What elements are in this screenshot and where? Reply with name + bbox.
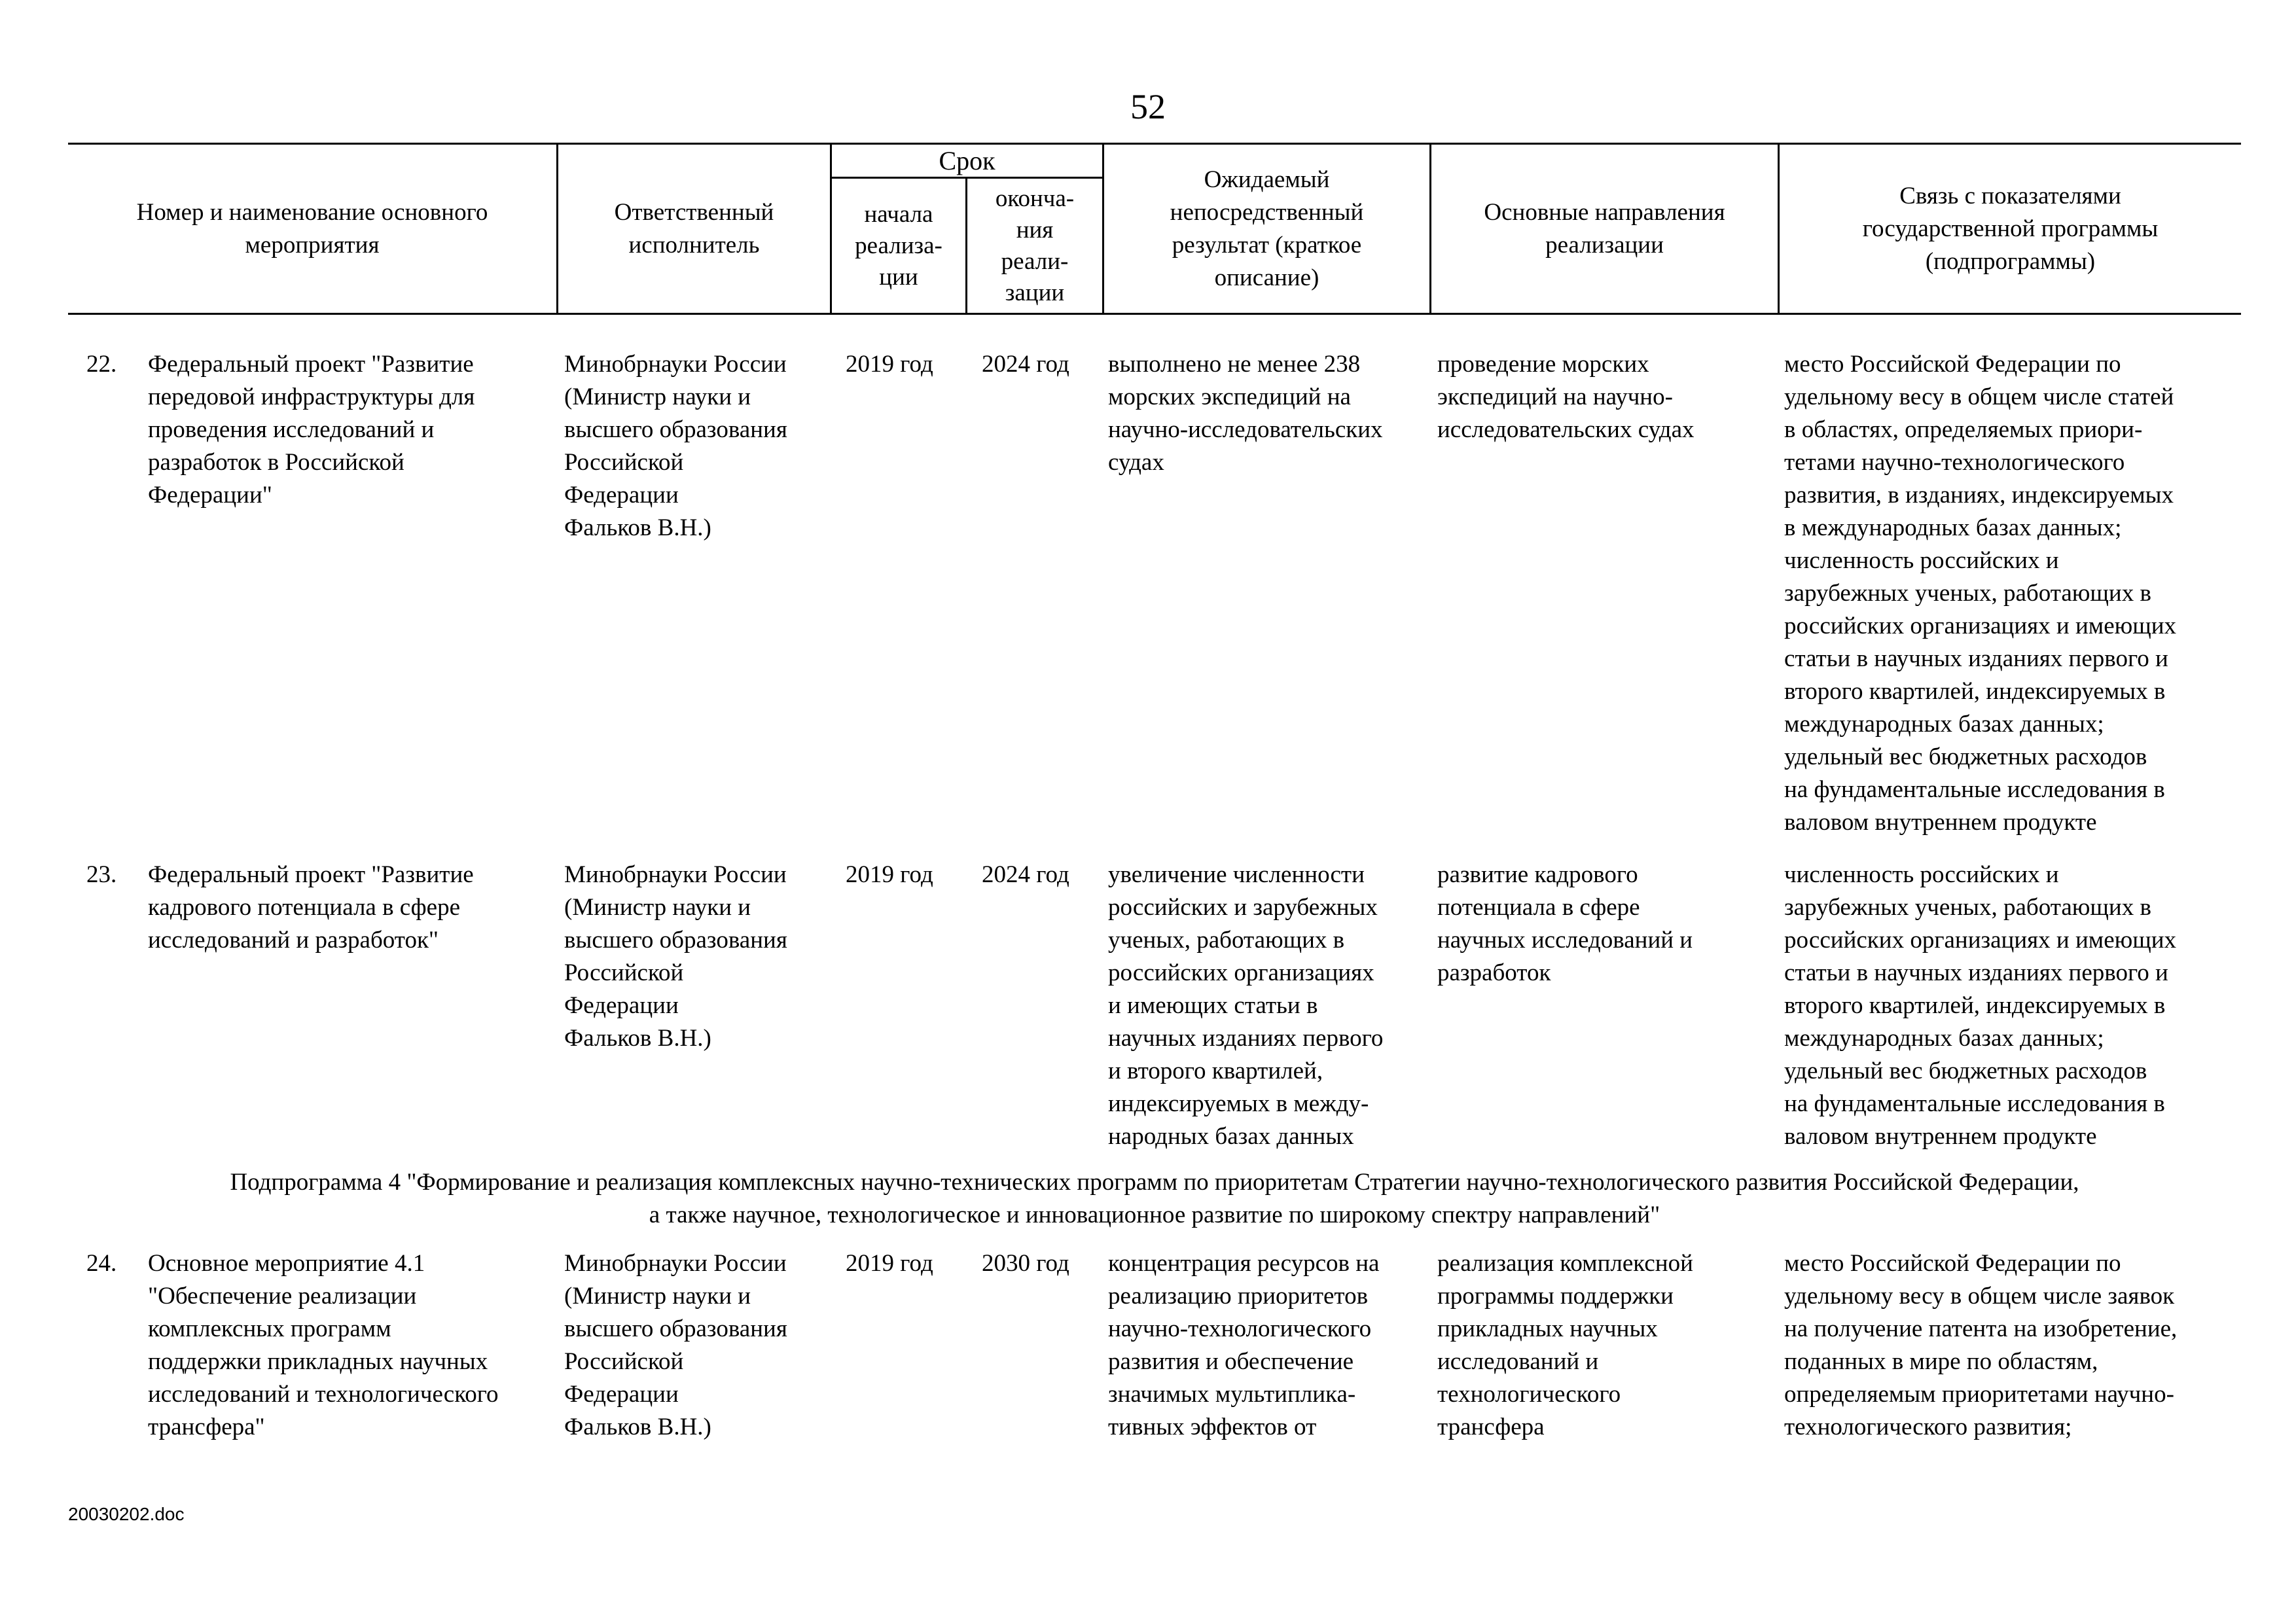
row-24-number: 24. (86, 1250, 117, 1277)
row-23-end: 2024 год (982, 861, 1069, 888)
row-23-link: численность российских и зарубежных ученых, работающих в российских организациях и имеющих статьи в научных изданиях первого и второго квартилей, индексируемых в международных базах данных; удельный вес бюджетных расходов на фундаментальные исследования в валовом внутреннем продукте (1784, 861, 2177, 1150)
row-22-end: 2024 год (982, 351, 1069, 378)
header-name: Номер и наименование основного мероприятия (136, 198, 488, 259)
row-22-number: 22. (86, 351, 117, 378)
row-24-name: Основное мероприятие 4.1 "Обеспечение реализации комплексных программ поддержки прикладных научных исследований и технологического трансфера" (148, 1250, 499, 1440)
row-22-result: выполнено не менее 238 морских экспедиций на научно-исследовательских судах (1108, 351, 1383, 476)
header-start: начала реализа- ции (855, 200, 942, 291)
row-23-result: увеличение численности российских и зарубежных ученых, работающих в российских организациях и имеющих статьи в научных изданиях первого и второго квартилей, индексируемых в между- народных базах данных (1108, 861, 1384, 1150)
header-result: Ожидаемый непосредственный результат (краткое описание) (1170, 166, 1364, 291)
row-22-responsible: Минобрнауки России (Министр науки и высшего образования Российской Федерации Фальков В.Н.) (564, 351, 787, 541)
row-24-link: место Российской Федерации по удельному весу в общем числе заявок на получение патента на изобретение, поданных в мире по областям, определяемым приоритетами научно- технологического развития; (1784, 1250, 2178, 1440)
row-22-directions: проведение морских экспедиций на научно- исследовательских судах (1437, 351, 1695, 443)
row-22-name: Федеральный проект "Развитие передовой инфраструктуры для проведения исследований и разработок в Российской Федерации" (148, 351, 475, 508)
header-directions: Основные направления реализации (1484, 198, 1725, 259)
header-end: оконча- ния реали- зации (995, 185, 1075, 306)
row-23-start: 2019 год (846, 861, 933, 888)
row-23-name: Федеральный проект "Развитие кадрового потенциала в сфере исследований и разработок" (148, 861, 474, 954)
page-number: 52 (1130, 87, 1166, 126)
header-bottom-rule (68, 313, 2241, 315)
row-24-end: 2030 год (982, 1250, 1069, 1277)
header-link: Связь с показателями государственной программы (подпрограммы) (1862, 182, 2159, 275)
row-24-directions: реализация комплексной программы поддержки прикладных научных исследований и технологического трансфера (1437, 1250, 1693, 1440)
header-responsible: Ответственный исполнитель (614, 198, 774, 259)
row-22-link: место Российской Федерации по удельному весу в общем числе статей в областях, определяемых приори- тетами научно-технологического развития, в изданиях, индексируемых в международных базах данных; численность российских и зарубежных ученых, работающих в российских организациях и имеющих статьи в научных изданиях первого и второго квартилей, индексируемых в международных базах данных; удельный вес бюджетных расходов на фундаментальные исследования в валовом внутреннем продукте (1784, 351, 2177, 836)
row-24-responsible: Минобрнауки России (Министр науки и высшего образования Российской Федерации Фальков В.Н.) (564, 1250, 787, 1440)
row-23-directions: развитие кадрового потенциала в сфере научных исследований и разработок (1437, 861, 1693, 986)
row-24-result: концентрация ресурсов на реализацию приоритетов научно-технологического развития и обеспечение значимых мультиплика- тивных эффектов от (1108, 1250, 1380, 1440)
subprogram-4-title: Подпрограмма 4 "Формирование и реализация комплексных научно-технических программ по приоритетам Стратегии научно-технологического развития Российской Федерации, а также научное, технологическое и инновационное развитие по широкому спектру направлений" (230, 1169, 2079, 1228)
header-term: Срок (939, 145, 996, 175)
document-filename: 20030202.doc (68, 1504, 185, 1524)
row-23-number: 23. (86, 861, 117, 888)
row-23-responsible: Минобрнауки России (Министр науки и высшего образования Российской Федерации Фальков В.Н.) (564, 861, 787, 1052)
row-24-start: 2019 год (846, 1250, 933, 1277)
row-22-start: 2019 год (846, 351, 933, 378)
